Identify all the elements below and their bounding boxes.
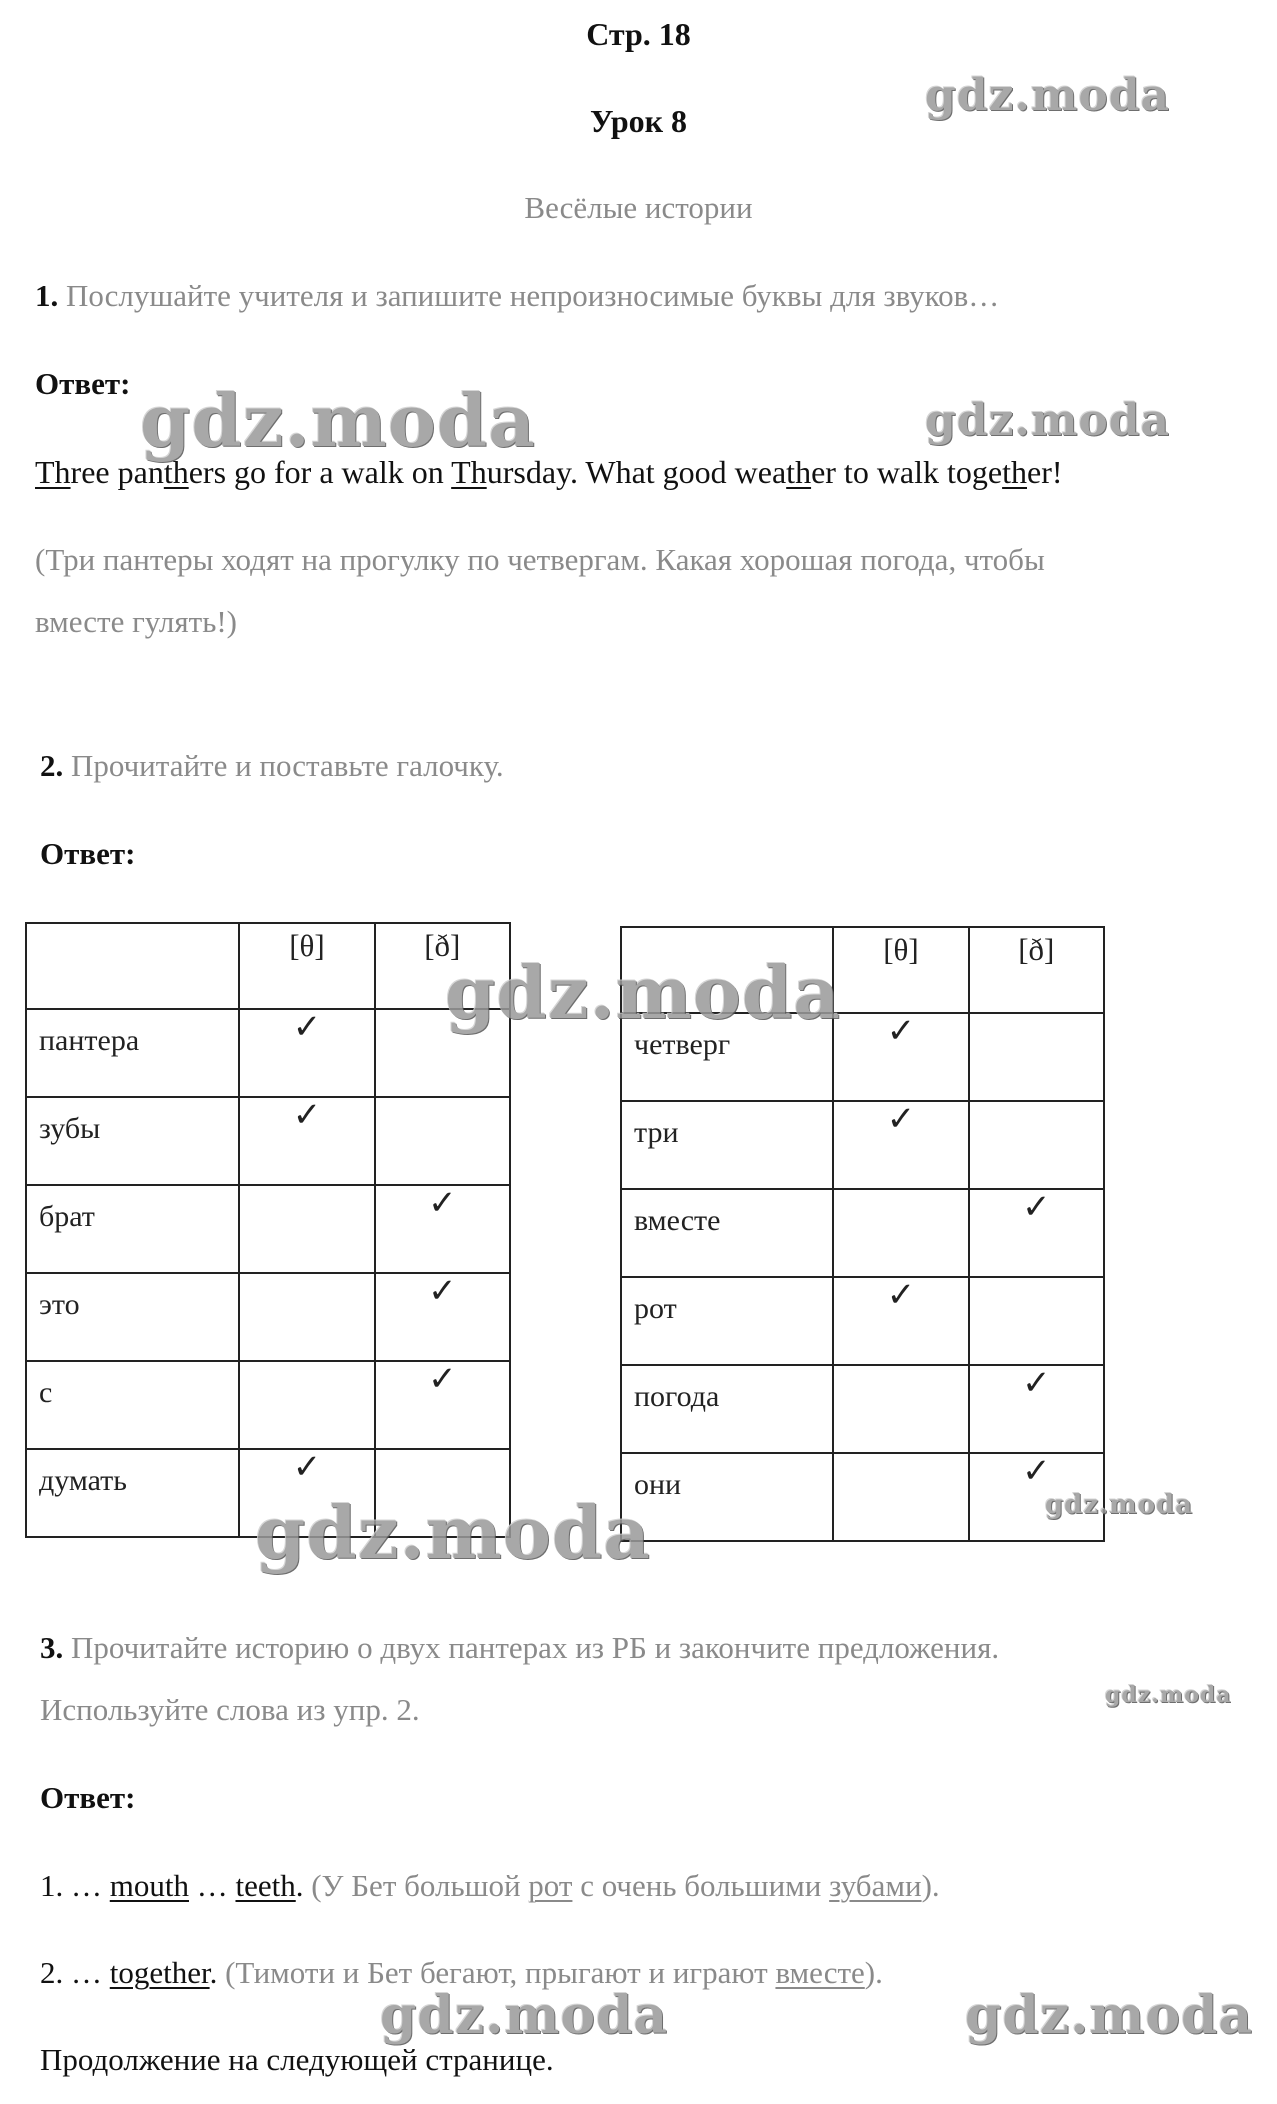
word-cell	[621, 1277, 833, 1365]
theta-cell	[833, 1277, 968, 1365]
ex3-answer-label: Ответ:	[40, 1780, 136, 1815]
word-cell	[26, 1097, 239, 1185]
table-row	[621, 1101, 1104, 1189]
theta-cell	[833, 1453, 968, 1541]
checkmark-icon: ✓	[428, 1361, 457, 1398]
table-row	[26, 1361, 510, 1449]
word-label: это	[39, 1288, 80, 1321]
watermark-logo: gdz.moda	[140, 378, 536, 463]
ex1-translation-line2: вместе гулять!)	[35, 604, 237, 639]
checkmark-icon: ✓	[1022, 1365, 1051, 1402]
underlined-letters: th	[1002, 454, 1027, 490]
topic-title: Весёлые истории	[524, 190, 753, 225]
eth-cell	[969, 1101, 1104, 1189]
header-cell-sound	[969, 927, 1104, 1013]
lesson-title: Урок 8	[589, 103, 688, 139]
word-cell	[26, 1361, 239, 1449]
word-label: зубы	[39, 1112, 101, 1145]
eth-cell	[375, 1185, 510, 1273]
table-row	[621, 1453, 1104, 1541]
table-row	[621, 1277, 1104, 1365]
sentence-text: ree pan	[70, 454, 164, 490]
header-cell-sound	[239, 923, 374, 1009]
underlined-letters: th	[163, 454, 189, 490]
continued-note: Продолжение на следующей странице.	[40, 2042, 554, 2077]
checkmark-icon: ✓	[886, 1101, 916, 1138]
ex1-task	[35, 278, 999, 314]
eth-cell	[375, 1361, 510, 1449]
watermark-logo: gdz.moda	[925, 70, 1171, 121]
item1-word-1: mouth	[109, 1868, 189, 1903]
sentence-text: er to walk toge	[811, 454, 1003, 490]
item2-tr-close: ).	[864, 1955, 883, 1990]
eth-cell	[375, 1097, 510, 1185]
watermark-logo: gdz.moda	[965, 1985, 1254, 2046]
ex2-task-text: Прочитайте и поставьте галочку.	[71, 748, 504, 783]
header-label: [ð]	[1018, 932, 1055, 967]
underlined-letters: th	[786, 454, 812, 490]
word-cell	[26, 1449, 239, 1537]
ex3-task-line1	[40, 1630, 999, 1666]
watermark-logo: gdz.moda	[1105, 1682, 1232, 1708]
theta-cell	[239, 1009, 374, 1097]
checkmark-icon: ✓	[1022, 1453, 1051, 1490]
theta-cell	[239, 1361, 374, 1449]
item1-word-2: teeth	[235, 1868, 296, 1903]
checkmark-icon: ✓	[886, 1013, 916, 1050]
header-label: [ð]	[424, 928, 461, 963]
word-label: погода	[634, 1380, 720, 1413]
word-label: рот	[634, 1292, 677, 1325]
word-label: брат	[39, 1200, 95, 1233]
header-cell-sound	[833, 927, 968, 1013]
ex1-number: 1.	[35, 278, 59, 313]
word-label: вместе	[634, 1204, 721, 1237]
item1-tr-open: (У Бет большой	[303, 1868, 529, 1903]
eth-cell	[969, 1189, 1104, 1277]
ex2-task	[40, 748, 504, 784]
underlined-letters: Th	[451, 454, 487, 490]
item2-prefix: 2. …	[40, 1955, 110, 1990]
word-label: они	[634, 1468, 682, 1501]
item1-end: .	[295, 1868, 304, 1903]
theta-cell	[239, 1097, 374, 1185]
word-label: с	[39, 1376, 53, 1409]
eth-cell	[969, 1277, 1104, 1365]
ex3-task-text: Прочитайте историю о двух пантерах из РБ и закончите предложения.	[71, 1630, 1000, 1665]
checkmark-icon: ✓	[292, 1449, 322, 1486]
table-row	[26, 1097, 510, 1185]
ex1-translation-line1: (Три пантеры ходят на прогулку по четвергам. Какая хорошая погода, чтобы	[35, 542, 1045, 577]
word-cell	[621, 1365, 833, 1453]
checkmark-icon: ✓	[1022, 1189, 1051, 1226]
table-row	[26, 1273, 510, 1361]
ex3-answer-item-1	[40, 1868, 940, 1904]
eth-cell	[375, 1273, 510, 1361]
item1-tr-word-2: зубами	[829, 1868, 922, 1903]
checkmark-icon: ✓	[292, 1009, 322, 1046]
word-label: пантера	[39, 1024, 140, 1057]
sentence-text: ursday. What good wea	[486, 454, 787, 490]
checkmark-icon: ✓	[428, 1273, 457, 1310]
table-row	[621, 1189, 1104, 1277]
theta-cell	[239, 1273, 374, 1361]
checkmark-icon: ✓	[428, 1185, 457, 1222]
item1-translation	[303, 1868, 939, 1903]
theta-cell	[833, 1101, 968, 1189]
item1-prefix: 1. …	[40, 1868, 110, 1903]
item1-tr-word-1: рот	[528, 1868, 573, 1903]
watermark-logo: gdz.moda	[380, 1985, 669, 2046]
item2-end: .	[209, 1955, 218, 1990]
word-label: думать	[39, 1464, 127, 1497]
table-row	[621, 1365, 1104, 1453]
word-cell	[621, 1453, 833, 1541]
header-label: [θ]	[289, 928, 325, 963]
theta-cell	[833, 1189, 968, 1277]
item1-mid: …	[188, 1868, 236, 1903]
watermark-logo: gdz.moda	[255, 1490, 651, 1575]
sentence-text: er!	[1027, 454, 1063, 490]
word-label: три	[634, 1116, 679, 1149]
sentence-text: ers go for a walk on	[188, 454, 452, 490]
word-cell	[621, 1189, 833, 1277]
item1-tr-close: ).	[921, 1868, 940, 1903]
item2-word-1: together	[109, 1955, 210, 1990]
watermark-logo: gdz.moda	[1045, 1490, 1194, 1520]
ex3-task-line2: Используйте слова из упр. 2.	[40, 1692, 420, 1727]
ex2-number: 2.	[40, 748, 64, 783]
word-cell	[26, 1009, 239, 1097]
underlined-letters: Th	[35, 454, 71, 490]
page-label: Стр. 18	[586, 16, 691, 52]
item2-tr-open: (Тимоти и Бет бегают, прыгают и играют	[217, 1955, 776, 1990]
word-cell	[26, 1273, 239, 1361]
theta-cell	[833, 1365, 968, 1453]
ex2-answer-label: Ответ:	[40, 836, 136, 871]
item1-tr-mid: с очень большими	[572, 1868, 830, 1903]
phonetics-table-left	[25, 922, 511, 1538]
table-header-row	[26, 923, 510, 1009]
ex3-number: 3.	[40, 1630, 64, 1665]
ex1-task-text: Послушайте учителя и запишите непроизносимые буквы для звуков…	[66, 278, 1000, 313]
word-label: четверг	[634, 1028, 731, 1061]
item2-tr-word-1: вместе	[775, 1955, 865, 1990]
header-label	[622, 928, 832, 932]
ex1-answer-label: Ответ:	[35, 366, 131, 401]
table-row	[26, 1185, 510, 1273]
word-cell	[621, 1101, 833, 1189]
header-cell-empty	[26, 923, 239, 1009]
eth-cell	[969, 1013, 1104, 1101]
eth-cell	[969, 1365, 1104, 1453]
header-label: [θ]	[883, 932, 919, 967]
checkmark-icon: ✓	[886, 1277, 916, 1314]
table-row	[26, 1009, 510, 1097]
checkmark-icon: ✓	[292, 1097, 322, 1134]
watermark-logo: gdz.moda	[445, 950, 841, 1035]
header-label	[27, 924, 238, 928]
theta-cell	[833, 1013, 968, 1101]
theta-cell	[239, 1185, 374, 1273]
word-cell	[26, 1185, 239, 1273]
watermark-logo: gdz.moda	[925, 395, 1171, 446]
